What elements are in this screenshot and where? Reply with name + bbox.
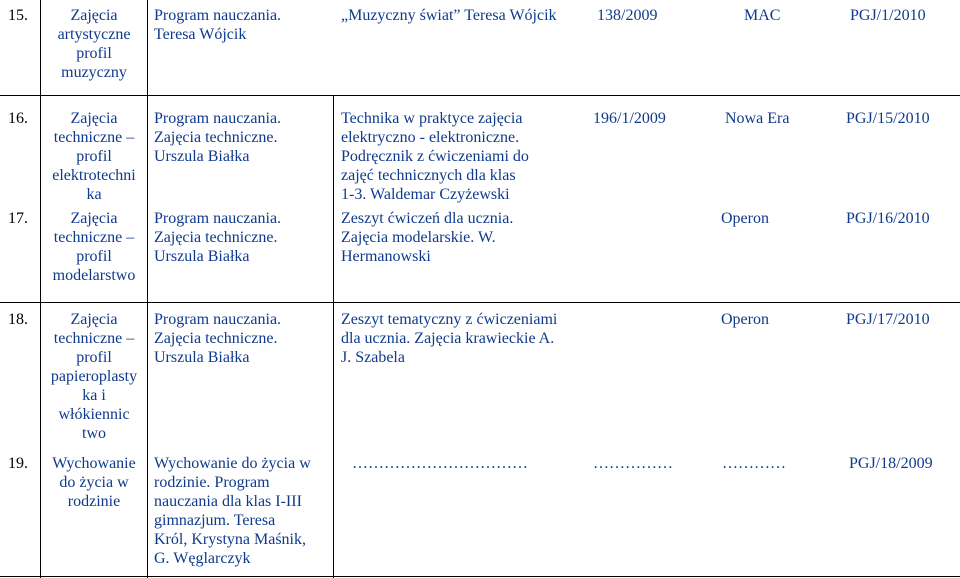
code-cell: PGJ/18/2009 (849, 455, 933, 472)
approval-number: 196/1/2009 (593, 110, 666, 127)
row-divider (0, 95, 960, 96)
subject-cell: Zajęcia techniczne – profil papieroplasty ka i włókiennic two (50, 311, 138, 442)
code-cell: PGJ/17/2010 (846, 311, 930, 328)
publisher-cell: MAC (744, 7, 781, 24)
row-number: 15. (8, 7, 28, 24)
row-number: 16. (8, 110, 28, 127)
row-divider (0, 302, 960, 303)
book-title-cell: „Muzyczny świat” Teresa Wójcik (341, 7, 557, 24)
column-divider (147, 0, 148, 578)
row-number: 17. (8, 210, 28, 227)
code-cell: PGJ/16/2010 (846, 210, 930, 227)
program-cell: Program nauczania. Zajęcia techniczne. Urszula Białka (154, 311, 282, 366)
table-bottom-border (0, 576, 960, 577)
row-number: 18. (8, 311, 28, 328)
column-divider (40, 0, 41, 578)
subject-cell: Zajęcia artystyczne profil muzyczny (57, 7, 131, 81)
program-cell: Program nauczania. Zajęcia techniczne. Urszula Białka (154, 110, 282, 165)
book-title-cell: Zeszyt tematyczny z ćwiczeniami dla ucznia. Zajęcia krawieckie A. J. Szabela (341, 311, 558, 366)
subject-cell: Zajęcia techniczne – profil modelarstwo (52, 210, 136, 284)
book-title-cell: Technika w praktyce zajęcia elektryczno - elektroniczne. Podręcznik z ćwiczeniami do zajęć technicznych dla klas 1-3. Waldemar Czyżewski (341, 110, 529, 203)
approval-number: 138/2009 (597, 7, 658, 24)
publisher-cell: Operon (721, 210, 769, 227)
row-number: 19. (8, 455, 28, 472)
code-cell: PGJ/1/2010 (850, 7, 926, 24)
approval-number: …………… (593, 455, 673, 472)
column-divider (333, 95, 334, 578)
subject-cell: Zajęcia techniczne – profil elektrotechni ka (52, 110, 136, 203)
publisher-cell: Operon (721, 311, 769, 328)
book-title-cell: …………………………… (352, 455, 528, 472)
program-cell: Wychowanie do życia w rodzinie. Program nauczania dla klas I-III gimnazjum. Teresa Król, Krystyna Maśnik, G. Węglarczyk (154, 455, 311, 567)
publisher-cell: Nowa Era (725, 110, 790, 127)
subject-cell: Wychowanie do życia w rodzinie (52, 455, 136, 510)
program-cell: Program nauczania. Zajęcia techniczne. Urszula Białka (154, 210, 282, 265)
publisher-cell: ………… (722, 455, 786, 472)
book-title-cell: Zeszyt ćwiczeń dla ucznia. Zajęcia modelarskie. W. Hermanowski (341, 210, 514, 265)
code-cell: PGJ/15/2010 (846, 110, 930, 127)
program-cell: Program nauczania. Teresa Wójcik (154, 7, 282, 43)
